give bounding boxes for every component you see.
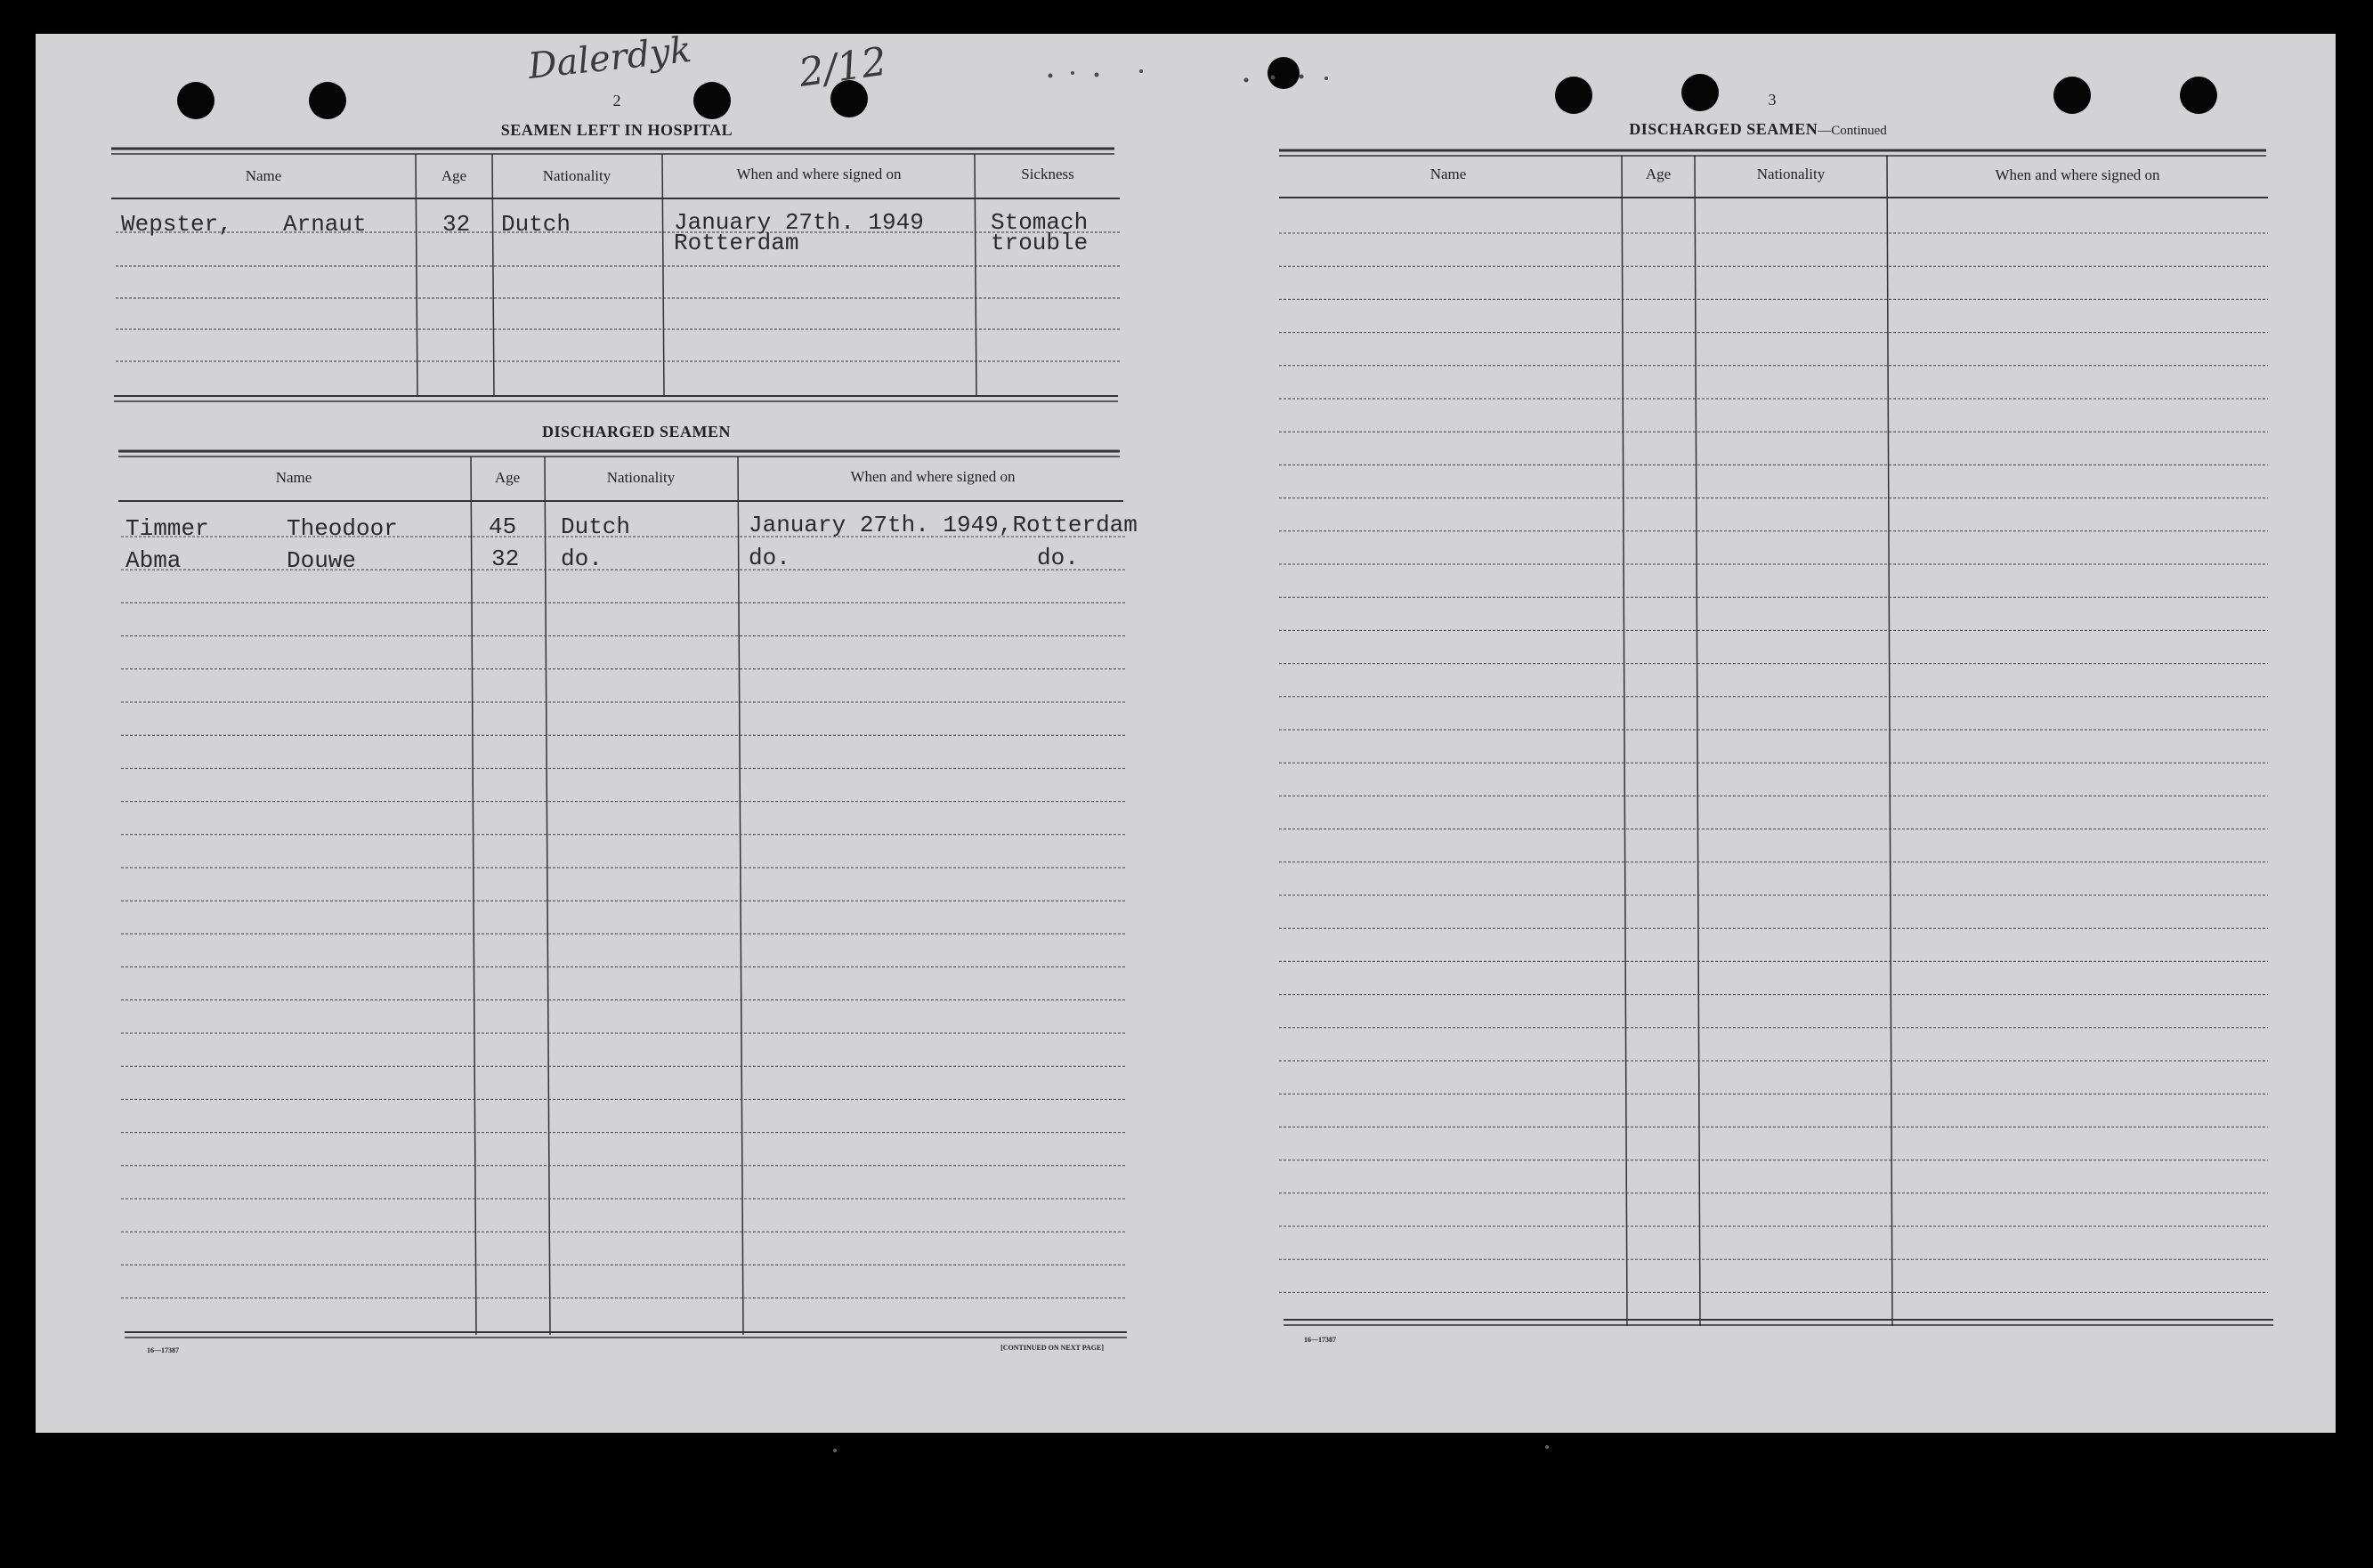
hospital-header-name: Name [245,167,282,184]
right-page-number: 3 [1768,91,1777,109]
discharged-row-nationality: do. [561,546,603,572]
right-form-number: 16—17387 [1304,1336,1336,1344]
hospital-section-title: SEAMEN LEFT IN HOSPITAL [500,121,733,139]
discharged-row-signed-on: do. [749,545,790,571]
punch-hole [1267,57,1300,89]
handwritten-date: 2/12 [796,38,890,96]
hospital-row-nationality: Dutch [501,211,571,238]
paper-sheet [36,34,2336,1433]
discharged-row-age: 32 [491,546,520,572]
right-title-suffix: —Continued [1818,124,1887,138]
punch-hole [177,82,215,119]
discharged-row-surname: Abma [126,547,182,574]
hospital-row-signed-on-place: Rotterdam [674,230,799,256]
discharged-row-age: 45 [489,513,517,540]
hospital-row-age: 32 [442,211,471,238]
hospital-row-sickness-line1: Stomach [991,209,1089,236]
discharged-row-surname: Timmer [126,515,209,542]
discharged-section-title: DISCHARGED SEAMEN [541,423,732,440]
discharged-row-given-name: Theodoor [287,515,398,542]
hospital-header-nationality: Nationality [542,167,611,184]
hospital-header-age: Age [441,167,467,184]
right-header-nationality: Nationality [1756,166,1826,182]
hospital-row-given-name: Arnaut [283,211,367,238]
punch-hole [309,82,346,119]
left-form-number: 16—17387 [147,1346,179,1354]
right-header-signed-on: When and where signed on [1995,166,2160,183]
continued-note: [CONTINUED ON NEXT PAGE] [1000,1344,1104,1352]
discharged-header-age: Age [494,469,521,486]
handwritten-vessel-name: Dalerdyk [526,28,693,87]
discharged-header-nationality: Nationality [606,469,676,486]
hospital-row-surname: Wepster, [121,211,232,238]
hospital-header-signed-on: When and where signed on [736,166,902,182]
punch-hole [2180,77,2217,114]
discharged-row-nationality: Dutch [561,513,631,540]
hospital-row-signed-on-date: January 27th. 1949 [674,209,924,236]
right-title-main: DISCHARGED SEAMEN [1629,120,1818,138]
hospital-row-sickness-line2: trouble [991,230,1089,256]
punch-hole [1555,77,1592,114]
hospital-header-sickness: Sickness [1021,166,1074,182]
punch-hole [1681,74,1719,111]
right-header-name: Name [1429,166,1467,182]
scan-specks [833,1445,1549,1452]
discharged-row-signed-on: January 27th. 1949,Rotterdam [749,512,1138,538]
discharged-row-given-name: Douwe [287,547,357,574]
discharged-header-name: Name [275,469,312,486]
right-header-age: Age [1645,166,1672,182]
punch-hole [693,82,731,119]
left-page-number: 2 [612,92,621,109]
punch-hole [2053,77,2091,114]
discharged-header-signed-on: When and where signed on [850,468,1016,485]
discharged-row-signed-on-place: do. [1037,545,1079,571]
